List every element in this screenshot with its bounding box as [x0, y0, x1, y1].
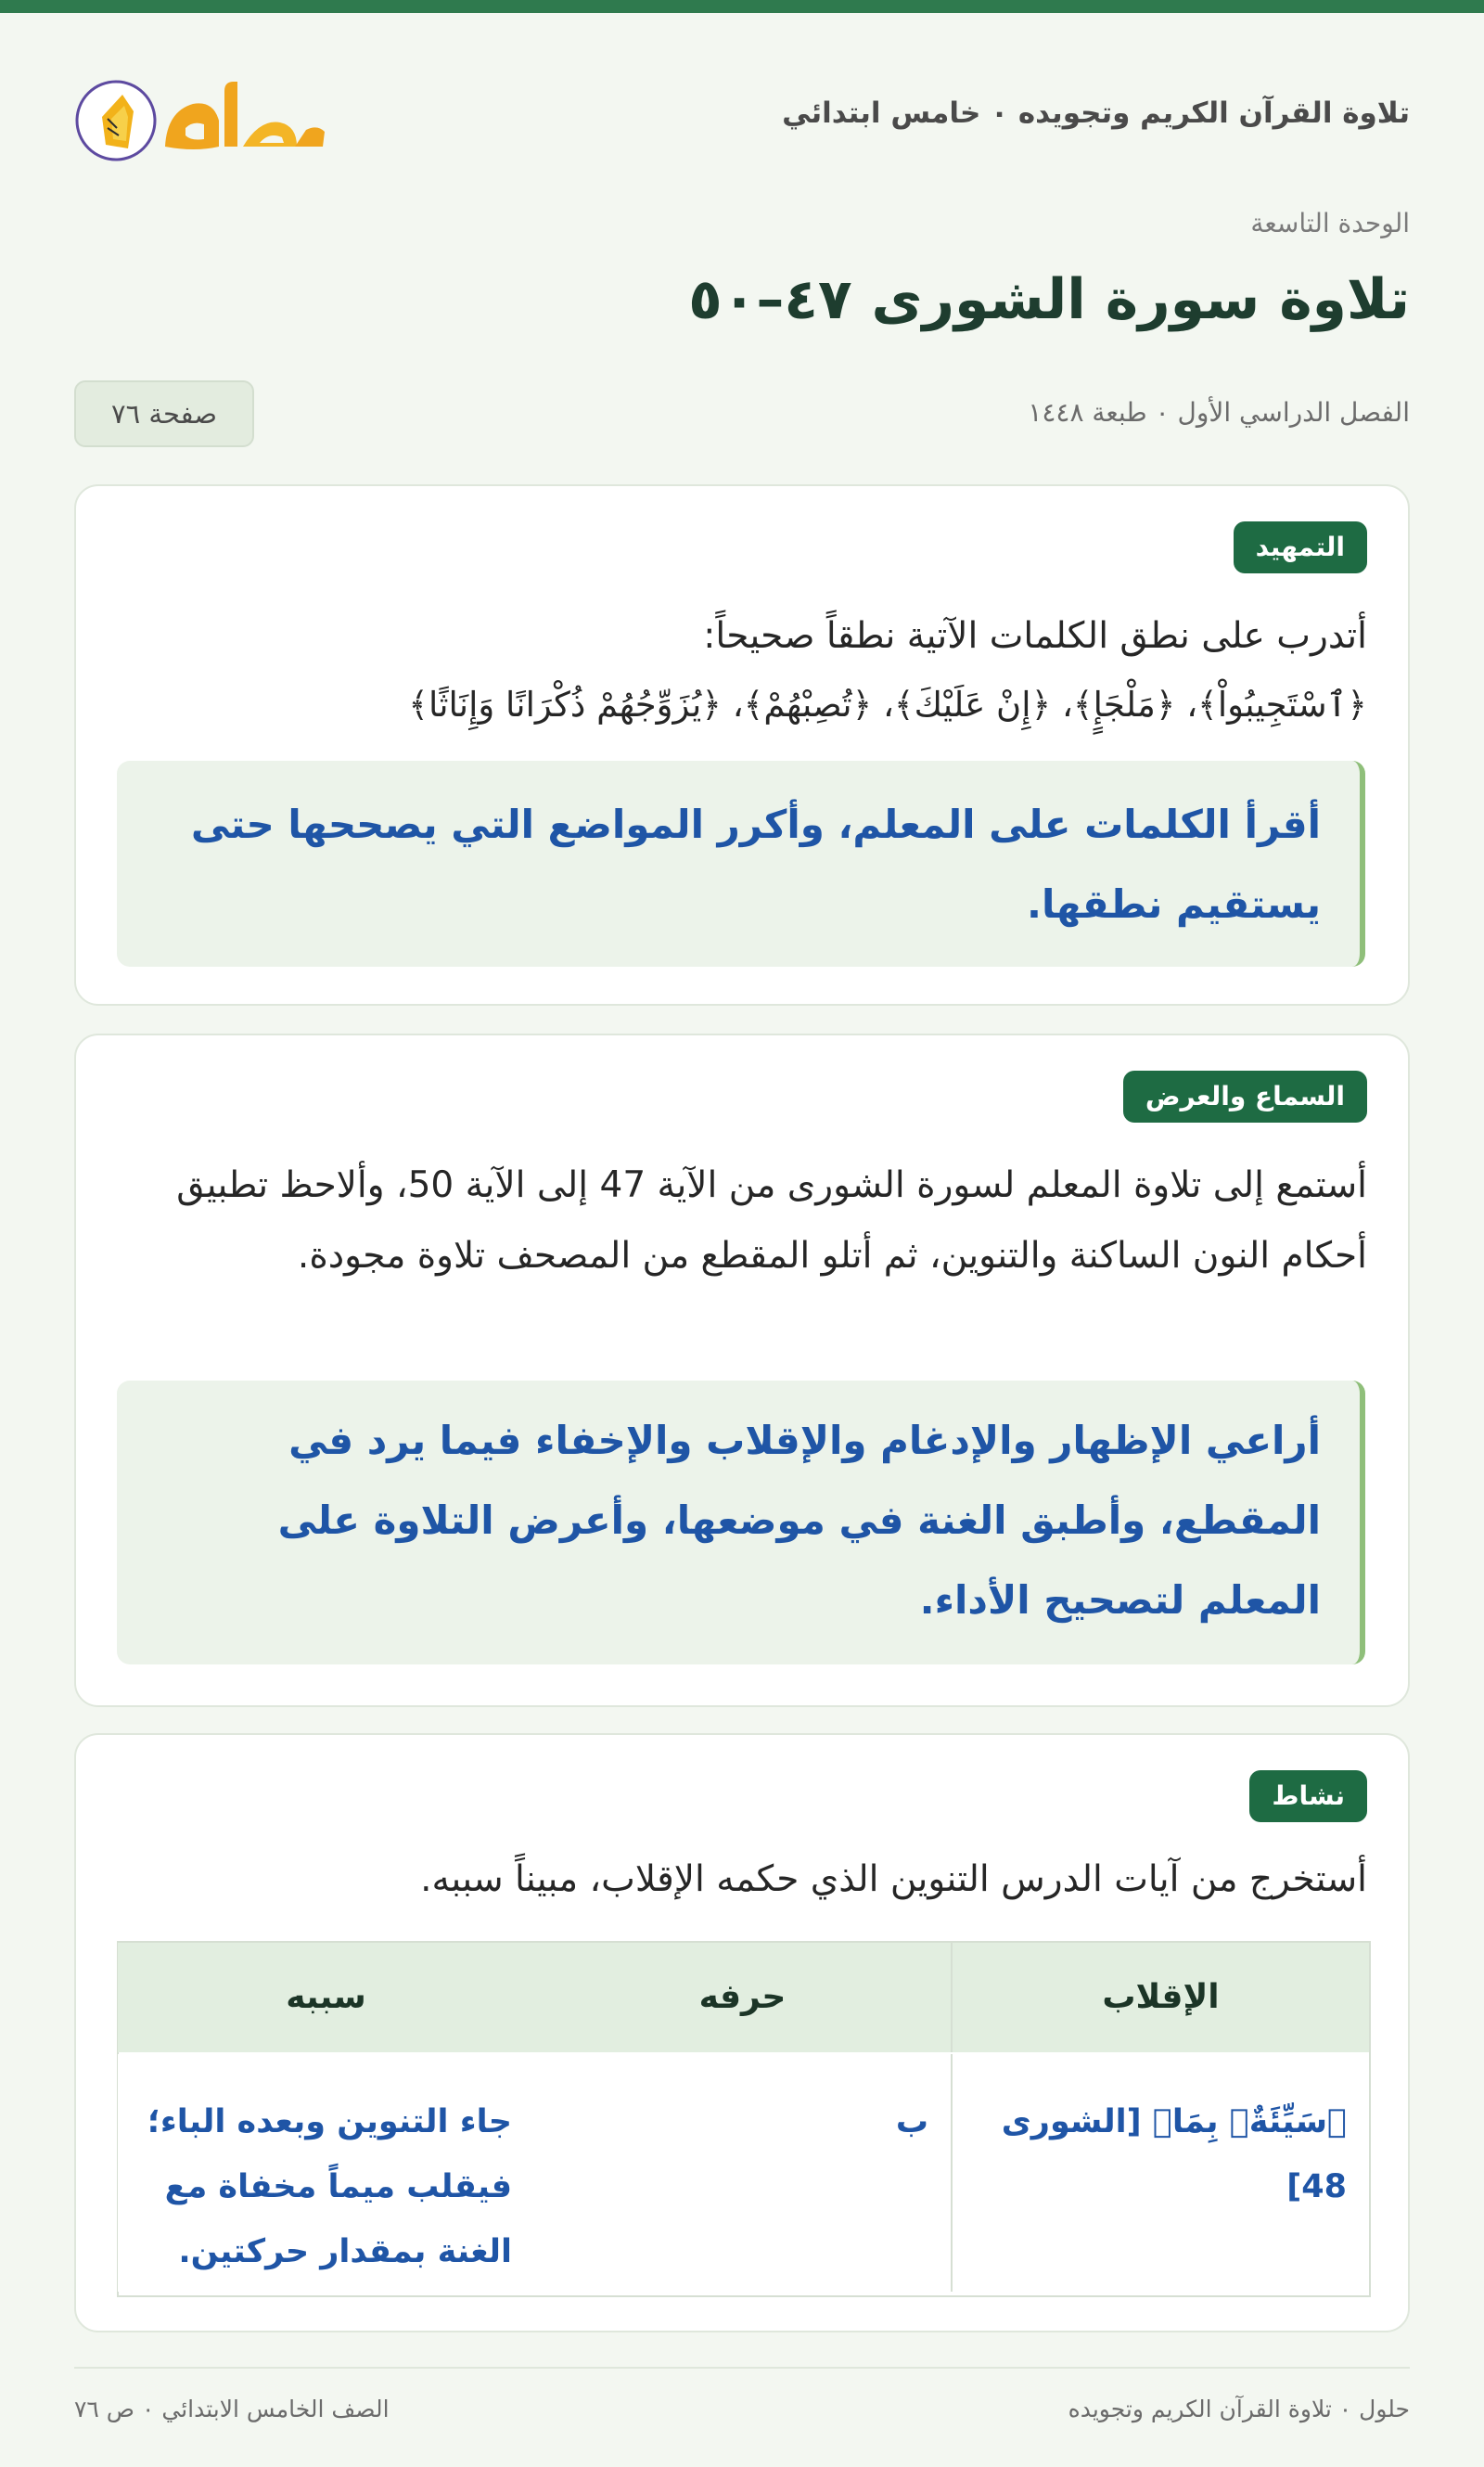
table-cell-iqlab-text: ﴿سَيِّئَةٌۢ بِمَا﴾ [الشورى 48]: [1001, 2103, 1347, 2205]
table-header-letter: حرفه: [532, 1943, 953, 2052]
intro-words: ﴿ٱسْتَجِيبُواْ﴾، ﴿مَلْجَإٍ﴾، ﴿إِنْ عَلَيْكَ﴾، ﴿تُصِبْهُمْ﴾، ﴿يُزَوِّجُهُمْ ذُكْرَانًا وَإِنَاثًا﴾: [408, 685, 1367, 725]
intro-card: [74, 484, 1410, 1006]
listening-answer-box: [117, 1381, 1365, 1664]
top-accent-bar: [0, 0, 1484, 13]
activity-badge: نشاط: [1249, 1770, 1367, 1822]
lesson-title: تلاوة سورة الشورى ٤٧–٥٠: [688, 267, 1410, 332]
page-header: [74, 58, 1410, 178]
subject-line: تلاوة القرآن الكريم وتجويده ٠ خامس ابتدائي: [782, 96, 1410, 130]
listening-card: [74, 1034, 1410, 1707]
table-cell-letter: [532, 2054, 953, 2292]
intro-badge: التمهيد: [1234, 521, 1367, 573]
table-cell-reason: [118, 2054, 534, 2292]
footer-page: الصف الخامس الابتدائي ٠ ص ٧٦: [74, 2396, 390, 2422]
brand-logo[interactable]: [74, 63, 334, 173]
page-number-badge: صفحة ٧٦: [74, 380, 254, 447]
unit-label: الوحدة التاسعة: [1250, 208, 1410, 238]
listening-answer: أراعي الإظهار والإدغام والإقلاب والإخفاء فيما يرد في المقطع، وأطبق الغنة في موضعها، وأعرض التلاوة على المعلم لتصحيح الأداء.: [277, 1418, 1321, 1623]
intro-instruction: أتدرب على نطق الكلمات الآتية نطقاً صحيحاً:: [703, 615, 1367, 657]
table-cell-letter-text: ب: [895, 2103, 928, 2140]
activity-card: [74, 1733, 1410, 2332]
listening-badge: السماع والعرض: [1123, 1071, 1367, 1123]
table-cell-iqlab: [953, 2054, 1369, 2292]
iqlab-table: [117, 1941, 1371, 2297]
listening-text: أستمع إلى تلاوة المعلم لسورة الشورى من الآية 47 إلى الآية 50، وألاحظ تطبيق أحكام النون الساكنة والتنوين، ثم أتلو المقطع من المصحف تلاوة مجودة.: [176, 1164, 1367, 1277]
footer-subject: حلول ٠ تلاوة القرآن الكريم وتجويده: [1068, 2396, 1410, 2422]
footer-divider: [74, 2367, 1410, 2369]
intro-answer-box: [117, 761, 1365, 967]
lesson-meta: الفصل الدراسي الأول ٠ طبعة ١٤٤٨: [1028, 397, 1410, 428]
table-cell-reason-text: جاء التنوين وبعده الباء؛ فيقلب ميماً مخفاة مع الغنة بمقدار حركتين.: [147, 2103, 512, 2270]
activity-instruction: أستخرج من آيات الدرس التنوين الذي حكمه الإقلاب، مبيناً سببه.: [420, 1858, 1367, 1900]
table-header-iqlab: الإقلاب: [953, 1943, 1369, 2052]
table-header-reason: سببه: [118, 1943, 534, 2052]
intro-answer: أقرأ الكلمات على المعلم، وأكرر المواضع التي يصححها حتى يستقيم نطقها.: [190, 802, 1321, 927]
